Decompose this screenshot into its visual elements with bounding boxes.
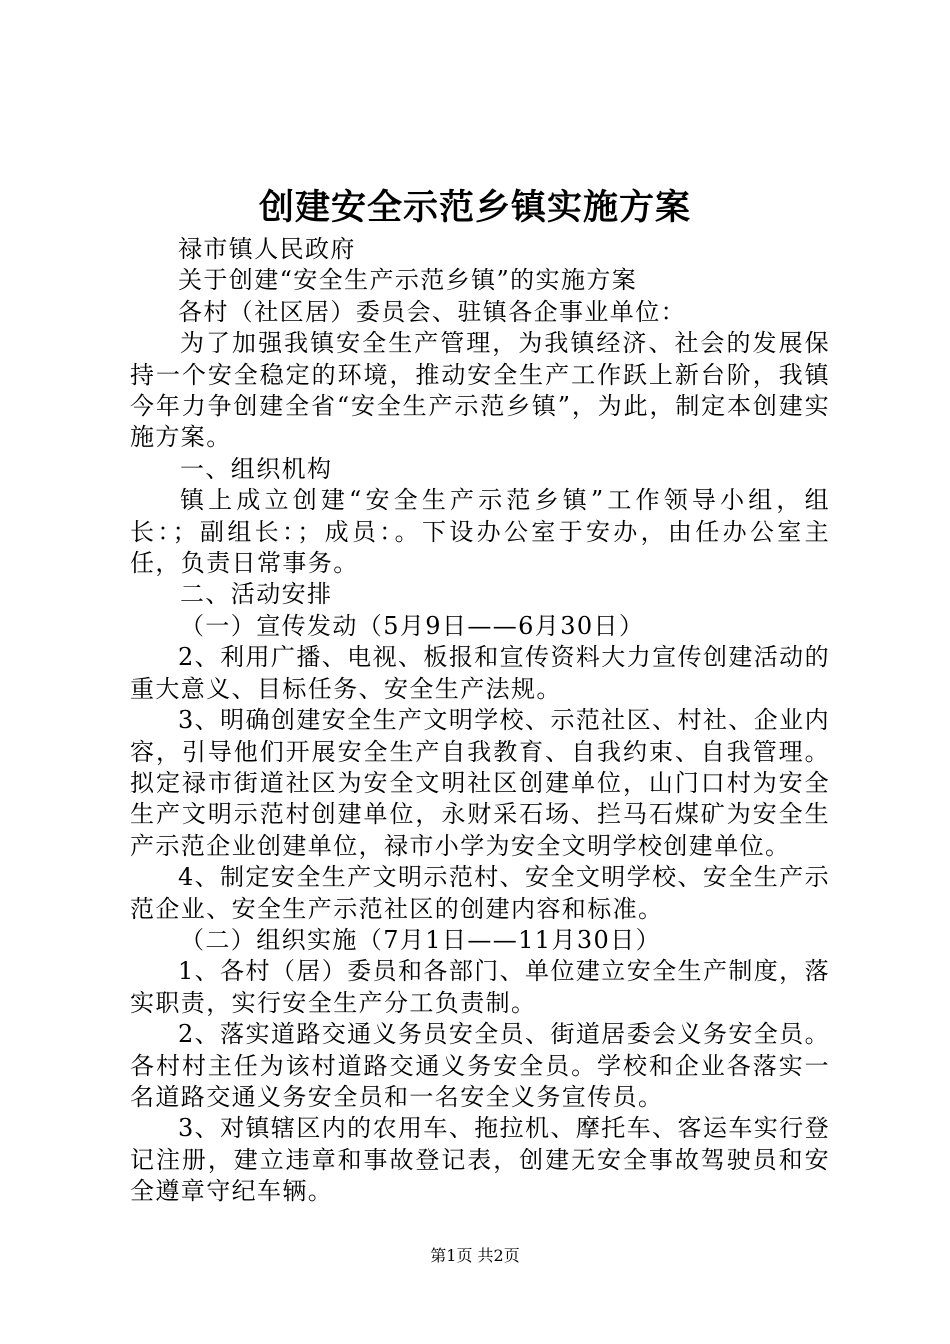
list-item-implementation-3: 3、对镇辖区内的农用车、拖拉机、摩托车、客运车实行登记注册，建立违章和事故登记表，创建无安全事故驾驶员和安全遵章守纪车辆。 [130,1114,830,1206]
list-item-implementation-1: 1、各村（居）委员和各部门、单位建立安全生产制度，落实职责，实行安全生产分工负责制。 [130,957,830,1017]
list-item-implementation-2: 2、落实道路交通义务员安全员、街道居委会义务安全员。各村村主任为该村道路交通义务安全员。学校和企业各落实一名道路交通义务安全员和一名安全义务宣传员。 [130,1020,830,1111]
section-heading-organization: 一、组织机构 [180,454,333,483]
intro-paragraph: 为了加强我镇安全生产管理，为我镇经济、社会的发展保持一个安全稳定的环境，推动安全生产工作跃上新台阶，我镇今年力争创建全省“安全生产示范乡镇”，为此，制定本创建实施方案。 [130,329,830,452]
document-title: 创建安全示范乡镇实施方案 [258,187,691,228]
issuer-line: 禄市镇人民政府 [178,235,356,263]
organization-paragraph: 镇上成立创建“安全生产示范乡镇”工作领导小组，组长：；副组长：；成员：。下设办公室于安办，由任办公室主任，负责日常事务。 [130,486,830,578]
section-heading-activities: 二、活动安排 [180,580,333,609]
list-item-publicity-4: 4、制定安全生产文明示范村、安全文明学校、安全生产示范企业、安全生产示范社区的创建内容和标准。 [130,863,830,923]
page-number-footer: 第1页 共2页 [430,1246,520,1265]
list-item-publicity-3: 3、明确创建安全生产文明学校、示范社区、村社、企业内容，引导他们开展安全生产自我教育、自我约束、自我管理。拟定禄市街道社区为安全文明社区创建单位，山门口村为安全生产文明示范村创建单位，永财采石场、拦马石煤矿为安全生产示范企业创建单位，禄市小学为安全文明学校创建单位。 [130,706,830,860]
subsection-heading-publicity: （一）宣传发动（5月9日——6月30日） [180,611,645,640]
recipient-line: 各村（社区居）委员会、驻镇各企事业单位： [178,297,686,326]
subject-line: 关于创建“安全生产示范乡镇”的实施方案 [178,266,638,295]
list-item-publicity-2: 2、利用广播、电视、板报和宣传资料大力宣传创建活动的重大意义、目标任务、安全生产法规。 [130,643,830,703]
subsection-heading-implementation: （二）组织实施（7月1日——11月30日） [180,925,662,954]
document-body [130,234,830,1208]
